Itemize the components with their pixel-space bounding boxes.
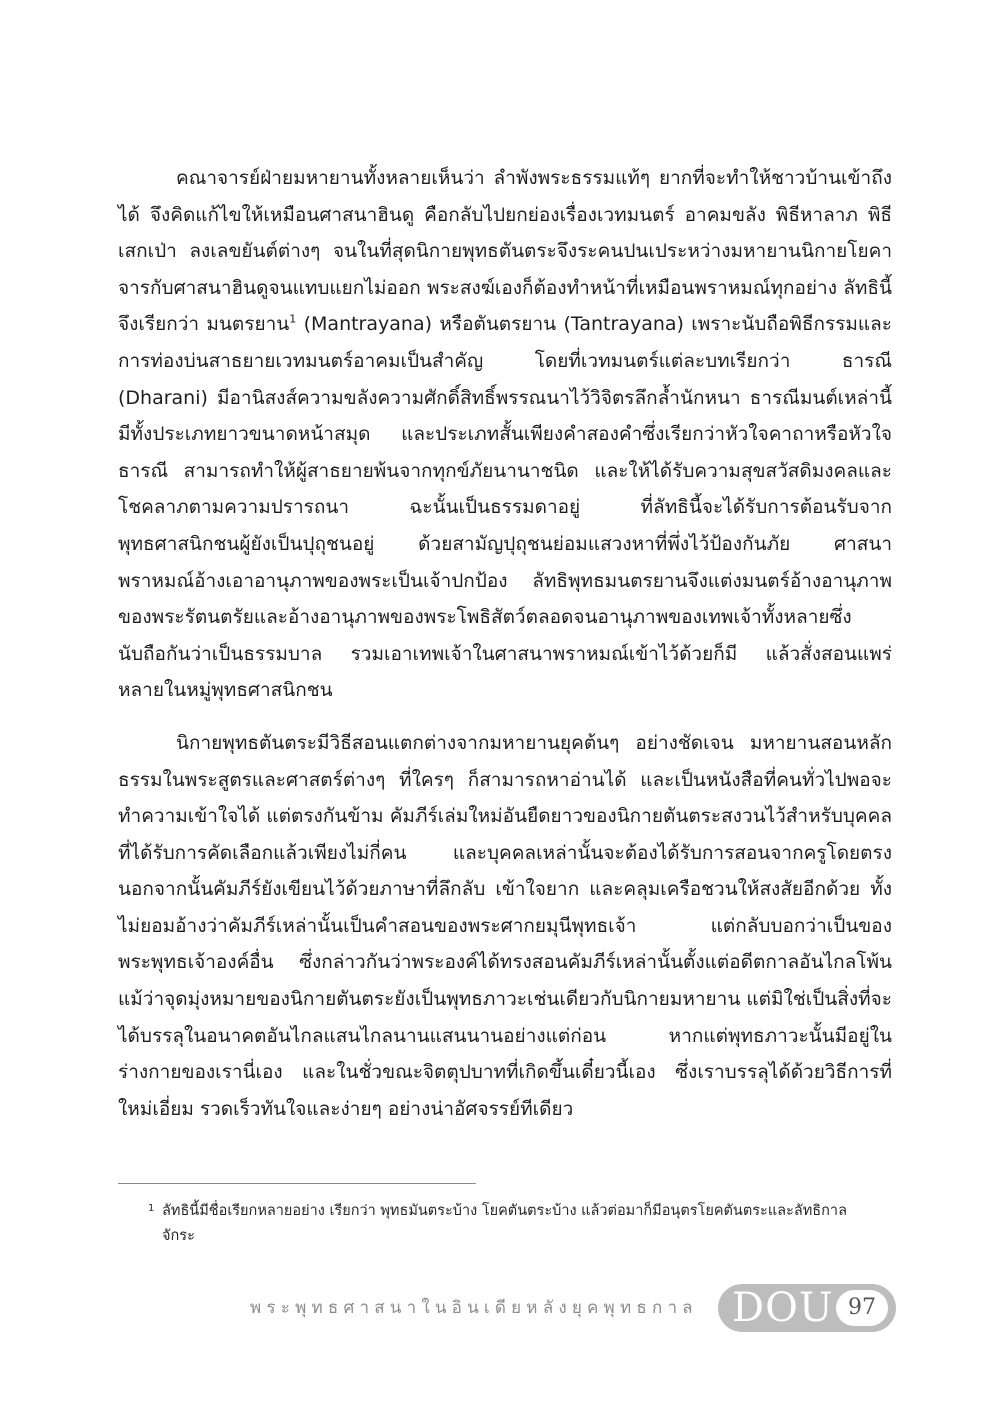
footnote-divider <box>118 1183 476 1184</box>
paragraph-1 <box>118 160 892 709</box>
running-footer-title: พระพุทธศาสนาในอินเดียหลังยุคพุทธกาล <box>250 1298 698 1318</box>
dou-badge <box>718 1284 896 1332</box>
footnote-marker: 1 <box>148 1203 155 1214</box>
page-number-pill <box>836 1290 888 1326</box>
paragraph-1-part-2: (Mantrayana) หรือตันตรยาน (Tantrayana) เพราะนับถือพิธีกรรมและการท่องบ่นสาธยายเวทมนตร์อาคมเป็นสำคัญ โดยที่เวทมนตร์แต่ละบทเรียกว่า ธารณี (Dharani) มีอานิสงส์ความขลังความศักดิ์สิทธิ์พรรณนาไว้วิจิตรลึกล้ำนักหนา ธารณีมนต์เหล่านี้มีทั้งประเภทยาวขนาดหน้าสมุด และประเภทสั้นเพียงคำสองคำซึ่งเรียกว่าหัวใจคาถาหรือหัวใจธารณี สามารถทำให้ผู้สาธยายพ้นจากทุกข์ภัยนานาชนิด และให้ได้รับความสุขสวัสดิมงคลและโชคลาภตามความปรารถนา ฉะนั้นเป็นธรรมดาอยู่ ที่ลัทธินี้จะได้รับการต้อนรับจากพุทธศาสนิกชนผู้ยังเป็นปุถุชนอยู่ ด้วยสามัญปุถุชนย่อมแสวงหาที่พึ่งไว้ป้องกันภัย ศาสนาพราหมณ์อ้างเอาอานุภาพของพระเป็นเจ้าปกป้อง ลัทธิพุทธมนตรยานจึงแต่งมนตร์อ้างอานุภาพของพระรัตนตรัยและอ้างอานุภาพของพระโพธิสัตว์ตลอดจนอานุภาพของเทพเจ้าทั้งหลายซึ่งนับถือกันว่าเป็นธรรมบาล รวมเอาเทพเจ้าในศาสนาพราหมณ์เข้าไว้ด้วยก็มี แล้วสั่งสอนแพร่หลายในหมู่พุทธศาสนิกชน <box>118 313 892 702</box>
paragraph-2: นิกายพุทธตันตระมีวิธีสอนแตกต่างจากมหายานยุคต้นๆ อย่างชัดเจน มหายานสอนหลักธรรมในพระสูตรและศาสตร์ต่างๆ ที่ใครๆ ก็สามารถหาอ่านได้ และเป็นหนังสือที่คนทั่วไปพอจะทำความเข้าใจได้ แต่ตรงกันข้าม คัมภีร์เล่มใหม่อันยืดยาวของนิกายตันตระสงวนไว้สำหรับบุคคลที่ได้รับการคัดเลือกแล้วเพียงไม่กี่คน และบุคคลเหล่านั้นจะต้องได้รับการสอนจากครูโดยตรง นอกจากนั้นคัมภีร์ยังเขียนไว้ด้วยภาษาที่ลึกลับ เข้าใจยาก และคลุมเครือชวนให้สงสัยอีกด้วย ทั้งไม่ยอมอ้างว่าคัมภีร์เหล่านั้นเป็นคำสอนของพระศากยมุนีพุทธเจ้า แต่กลับบอกว่าเป็นของพระพุทธเจ้าองค์อื่น ซึ่งกล่าวกันว่าพระองค์ได้ทรงสอนคัมภีร์เหล่านั้นตั้งแต่อดีตกาลอันไกลโพ้น แม้ว่าจุดมุ่งหมายของนิกายตันตระยังเป็นพุทธภาวะเช่นเดียวกับนิกายมหายาน แต่มิใช่เป็นสิ่งที่จะได้บรรลุในอนาคตอันไกลแสนไกลนานแสนนานอย่างแต่ก่อน หากแต่พุทธภาวะนั้นมีอยู่ในร่างกายของเรานี่เอง และในชั่วขณะจิตตุปบาทที่เกิดขึ้นเดี๋ยวนี้เอง ซึ่งเราบรรลุได้ด้วยวิธีการที่ใหม่เอี่ยม รวดเร็วทันใจและง่ายๆ อย่างน่าอัศจรรย์ทีเดียว <box>118 731 892 1120</box>
footnote-text: ลัทธินี้มีชื่อเรียกหลายอย่าง เรียกว่า พุทธมันตระบ้าง โยคตันตระบ้าง แล้วต่อมาก็มีอนุตรโยคตันตระและลัทธิกาลจักระ <box>162 1203 847 1244</box>
footnote <box>148 1199 862 1249</box>
footnote-reference[interactable]: 1 <box>289 313 297 327</box>
body-text <box>118 160 892 1127</box>
page-number: 97 <box>848 1295 876 1320</box>
paragraph-1-part-1: คณาจารย์ฝ่ายมหายานทั้งหลายเห็นว่า ลำพังพระธรรมแท้ๆ ยากที่จะทำให้ชาวบ้านเข้าถึงได้ จึงคิดแก้ไขให้เหมือนศาสนาฮินดู คือกลับไปยกย่องเรื่องเวทมนตร์ อาคมขลัง พิธีหาลาภ พิธีเสกเป่า ลงเลขยันต์ต่างๆ จนในที่สุดนิกายพุทธตันตระจึงระคนปนเประหว่างมหายานนิกายโยคาจารกับศาสนาฮินดูจนแทบแยกไม่ออก พระสงฆ์เองก็ต้องทำหน้าที่เหมือนพราหมณ์ทุกอย่าง ลัทธินี้จึงเรียกว่า มนตรยาน <box>118 167 892 336</box>
dou-logo-text: DOU <box>732 1285 834 1331</box>
